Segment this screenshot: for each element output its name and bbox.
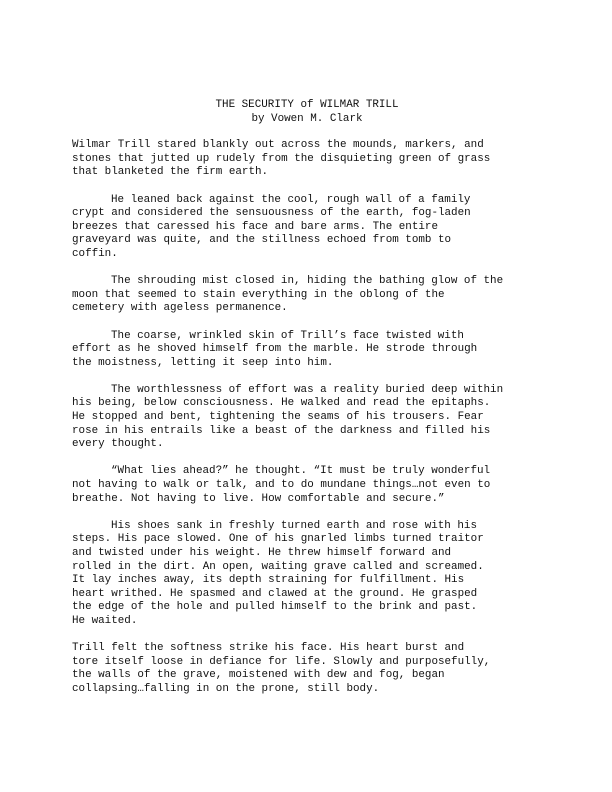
paragraph-1: Wilmar Trill stared blankly out across the mounds, markers, and stones that jutted up rudely from the disquieting green of grass that blanketed the firm earth. <box>72 139 491 179</box>
story-byline: by Vowen M. Clark <box>251 112 363 125</box>
paragraph-6: “What lies ahead?” he thought. “It must be truly wonderful not having to walk or talk, and to do mundane things…not even to breathe. Not having to live. How comfortable and secure.” <box>72 465 491 505</box>
paragraph-3: The shrouding mist closed in, hiding the bathing glow of the moon that seemed to stain everything in the oblong of the cemetery with ageless permanence. <box>72 275 504 315</box>
paragraph-5: The worthlessness of effort was a reality buried deep within his being, below consciousness. He walked and read the epitaphs. He stopped and bent, tightening the seams of his trousers. Fear rose in his entrails like a beast of the darkness and filled his every thought. <box>72 383 504 451</box>
paragraph-8: Trill felt the softness strike his face. His heart burst and tore itself loose in defiance for life. Slowly and purposefully, the walls of the grave, moistened with dew and fog, began collapsing…falling in on the prone, still body. <box>72 642 491 695</box>
title-block <box>72 99 542 126</box>
document-page <box>72 99 542 710</box>
story-title: THE SECURITY of WILMAR TRILL <box>215 99 399 111</box>
paragraph-2: He leaned back against the cool, rough wall of a family crypt and considered the sensuousness of the earth, fog-laden breezes that caressed his face and bare arms. The entire graveyard was quite, and the stillness echoed from tomb to coffin. <box>72 193 471 260</box>
paragraph-7: His shoes sank in freshly turned earth and rose with his steps. His pace slowed. One of his gnarled limbs turned traitor and twisted under his weight. He threw himself forward and rolled in the dirt. An open, waiting grave called and screamed. It lay inches away, its depth straining for fulfillment. His heart writhed. He spasmed and clawed at the ground. He grasped the edge of the hole and pulled himself to the brink and past. He waited. <box>72 519 484 627</box>
paragraph-4: The coarse, wrinkled skin of Trill’s face twisted with effort as he shoved himself from the marble. He strode through the moistness, letting it seep into him. <box>72 329 478 369</box>
